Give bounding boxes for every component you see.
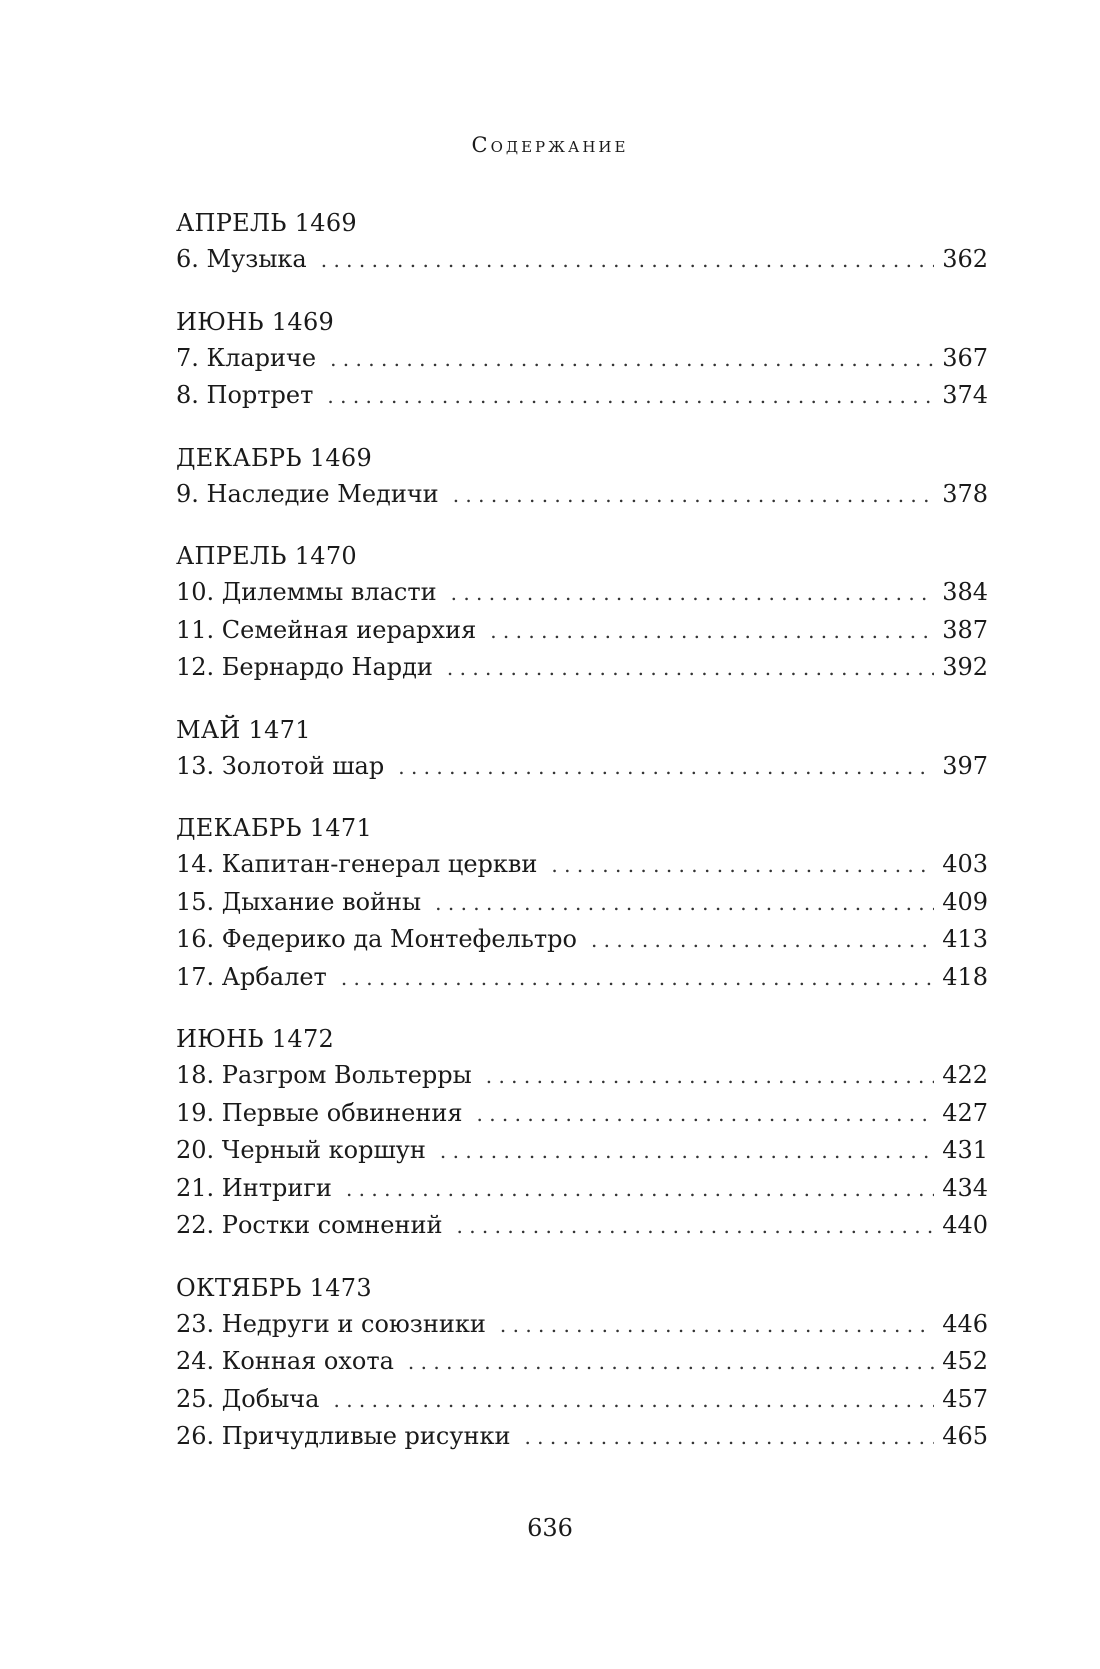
toc-section [176,538,988,687]
toc-entry[interactable] [176,1207,988,1245]
dot-leader [398,749,934,787]
entry-title: 16. Федерико да Монтефельтро [176,925,577,953]
entry-title: 13. Золотой шар [176,751,385,780]
dot-leader [524,1419,934,1457]
entry-page-number: 362 [942,245,988,273]
entry-title: 22. Ростки сомнений [176,1211,443,1239]
dot-leader [327,378,934,416]
dot-leader [456,1208,934,1246]
dot-leader [408,1344,934,1382]
toc-entry[interactable] [176,1343,988,1381]
dot-leader [330,341,934,379]
entry-page-number: 384 [942,578,988,606]
entry-title: 7. Клариче [176,343,317,372]
dot-leader [453,477,935,515]
entry-page-number: 452 [942,1347,988,1375]
entry-page-number: 403 [942,850,988,878]
toc-entry[interactable] [176,241,988,279]
entry-page-number: 374 [942,381,988,409]
entry-title: 23. Недруги и союзники [176,1309,486,1338]
dot-leader [333,1382,934,1420]
entry-page-number: 367 [942,343,988,372]
toc-section [176,1270,988,1456]
dot-leader [591,922,934,960]
entry-page-number: 392 [942,653,988,681]
entry-title: 8. Портрет [176,381,314,409]
toc-section [176,304,988,415]
entry-title: 20. Черный коршун [176,1136,426,1164]
dot-leader [551,847,934,885]
section-heading: ДЕКАБРЬ 1469 [176,443,373,472]
entry-page-number: 409 [942,887,988,916]
entry-title: 14. Капитан-генерал церкви [176,850,538,878]
toc-entry[interactable] [176,921,988,959]
dot-leader [346,1171,934,1209]
entry-page-number: 431 [942,1136,988,1164]
toc-entry[interactable] [176,959,988,997]
toc-entry[interactable] [176,1132,988,1170]
toc-entry[interactable] [176,612,988,650]
entry-page-number: 457 [942,1384,988,1413]
entry-title: 17. Арбалет [176,962,327,991]
dot-leader [486,1058,934,1096]
section-heading: ИЮНЬ 1469 [176,307,335,336]
toc-entry[interactable] [176,884,988,922]
dot-leader [476,1096,934,1134]
toc-entry[interactable] [176,476,988,514]
section-heading: ДЕКАБРЬ 1471 [176,814,373,842]
table-of-contents [176,205,988,1481]
entry-title: 26. Причудливые рисунки [176,1422,511,1450]
dot-leader [447,650,934,688]
section-heading: МАЙ 1471 [176,715,311,744]
toc-entry[interactable] [176,748,988,786]
dot-leader [321,242,934,280]
running-head: Содержание [471,133,629,157]
entry-title: 12. Бернардо Нарди [176,653,433,681]
toc-section [176,1021,988,1245]
section-heading: ИЮНЬ 1472 [176,1025,335,1053]
entry-page-number: 422 [942,1061,988,1089]
section-heading: АПРЕЛЬ 1470 [176,542,357,570]
toc-entry[interactable] [176,1418,988,1456]
entry-page-number: 465 [942,1422,988,1450]
dot-leader [490,613,934,651]
entry-title: 24. Конная охота [176,1347,394,1375]
toc-entry[interactable] [176,1057,988,1095]
entry-page-number: 397 [942,751,988,780]
toc-section [176,810,988,996]
entry-page-number: 413 [942,925,988,953]
entry-title: 11. Семейная иерархия [176,615,477,644]
entry-page-number: 387 [942,615,988,644]
section-heading: ОКТЯБРЬ 1473 [176,1273,372,1302]
toc-entry[interactable] [176,1170,988,1208]
entry-page-number: 434 [942,1173,988,1202]
entry-title: 25. Добыча [176,1384,320,1413]
entry-title: 10. Дилеммы власти [176,578,437,606]
page-number: 636 [527,1514,573,1542]
toc-section [176,440,988,514]
entry-title: 19. Первые обвинения [176,1098,463,1127]
entry-page-number: 418 [942,962,988,991]
entry-page-number: 427 [942,1098,988,1127]
dot-leader [500,1307,934,1345]
section-heading: АПРЕЛЬ 1469 [176,209,357,237]
dot-leader [451,575,935,613]
toc-entry[interactable] [176,1381,988,1419]
toc-entry[interactable] [176,846,988,884]
toc-section [176,712,988,786]
entry-title: 9. Наследие Медичи [176,479,439,508]
toc-section [176,205,988,279]
toc-entry[interactable] [176,1095,988,1133]
toc-entry[interactable] [176,649,988,687]
toc-entry[interactable] [176,340,988,378]
entry-page-number: 440 [942,1211,988,1239]
dot-leader [341,960,934,998]
entry-title: 18. Разгром Вольтерры [176,1061,472,1089]
entry-title: 15. Дыхание войны [176,887,422,916]
entry-page-number: 446 [942,1309,988,1338]
entry-title: 21. Интриги [176,1173,332,1202]
entry-page-number: 378 [942,479,988,508]
dot-leader [440,1133,934,1171]
entry-title: 6. Музыка [176,245,307,273]
toc-entry[interactable] [176,377,988,415]
toc-entry[interactable] [176,1306,988,1344]
dot-leader [435,885,934,923]
toc-entry[interactable] [176,574,988,612]
